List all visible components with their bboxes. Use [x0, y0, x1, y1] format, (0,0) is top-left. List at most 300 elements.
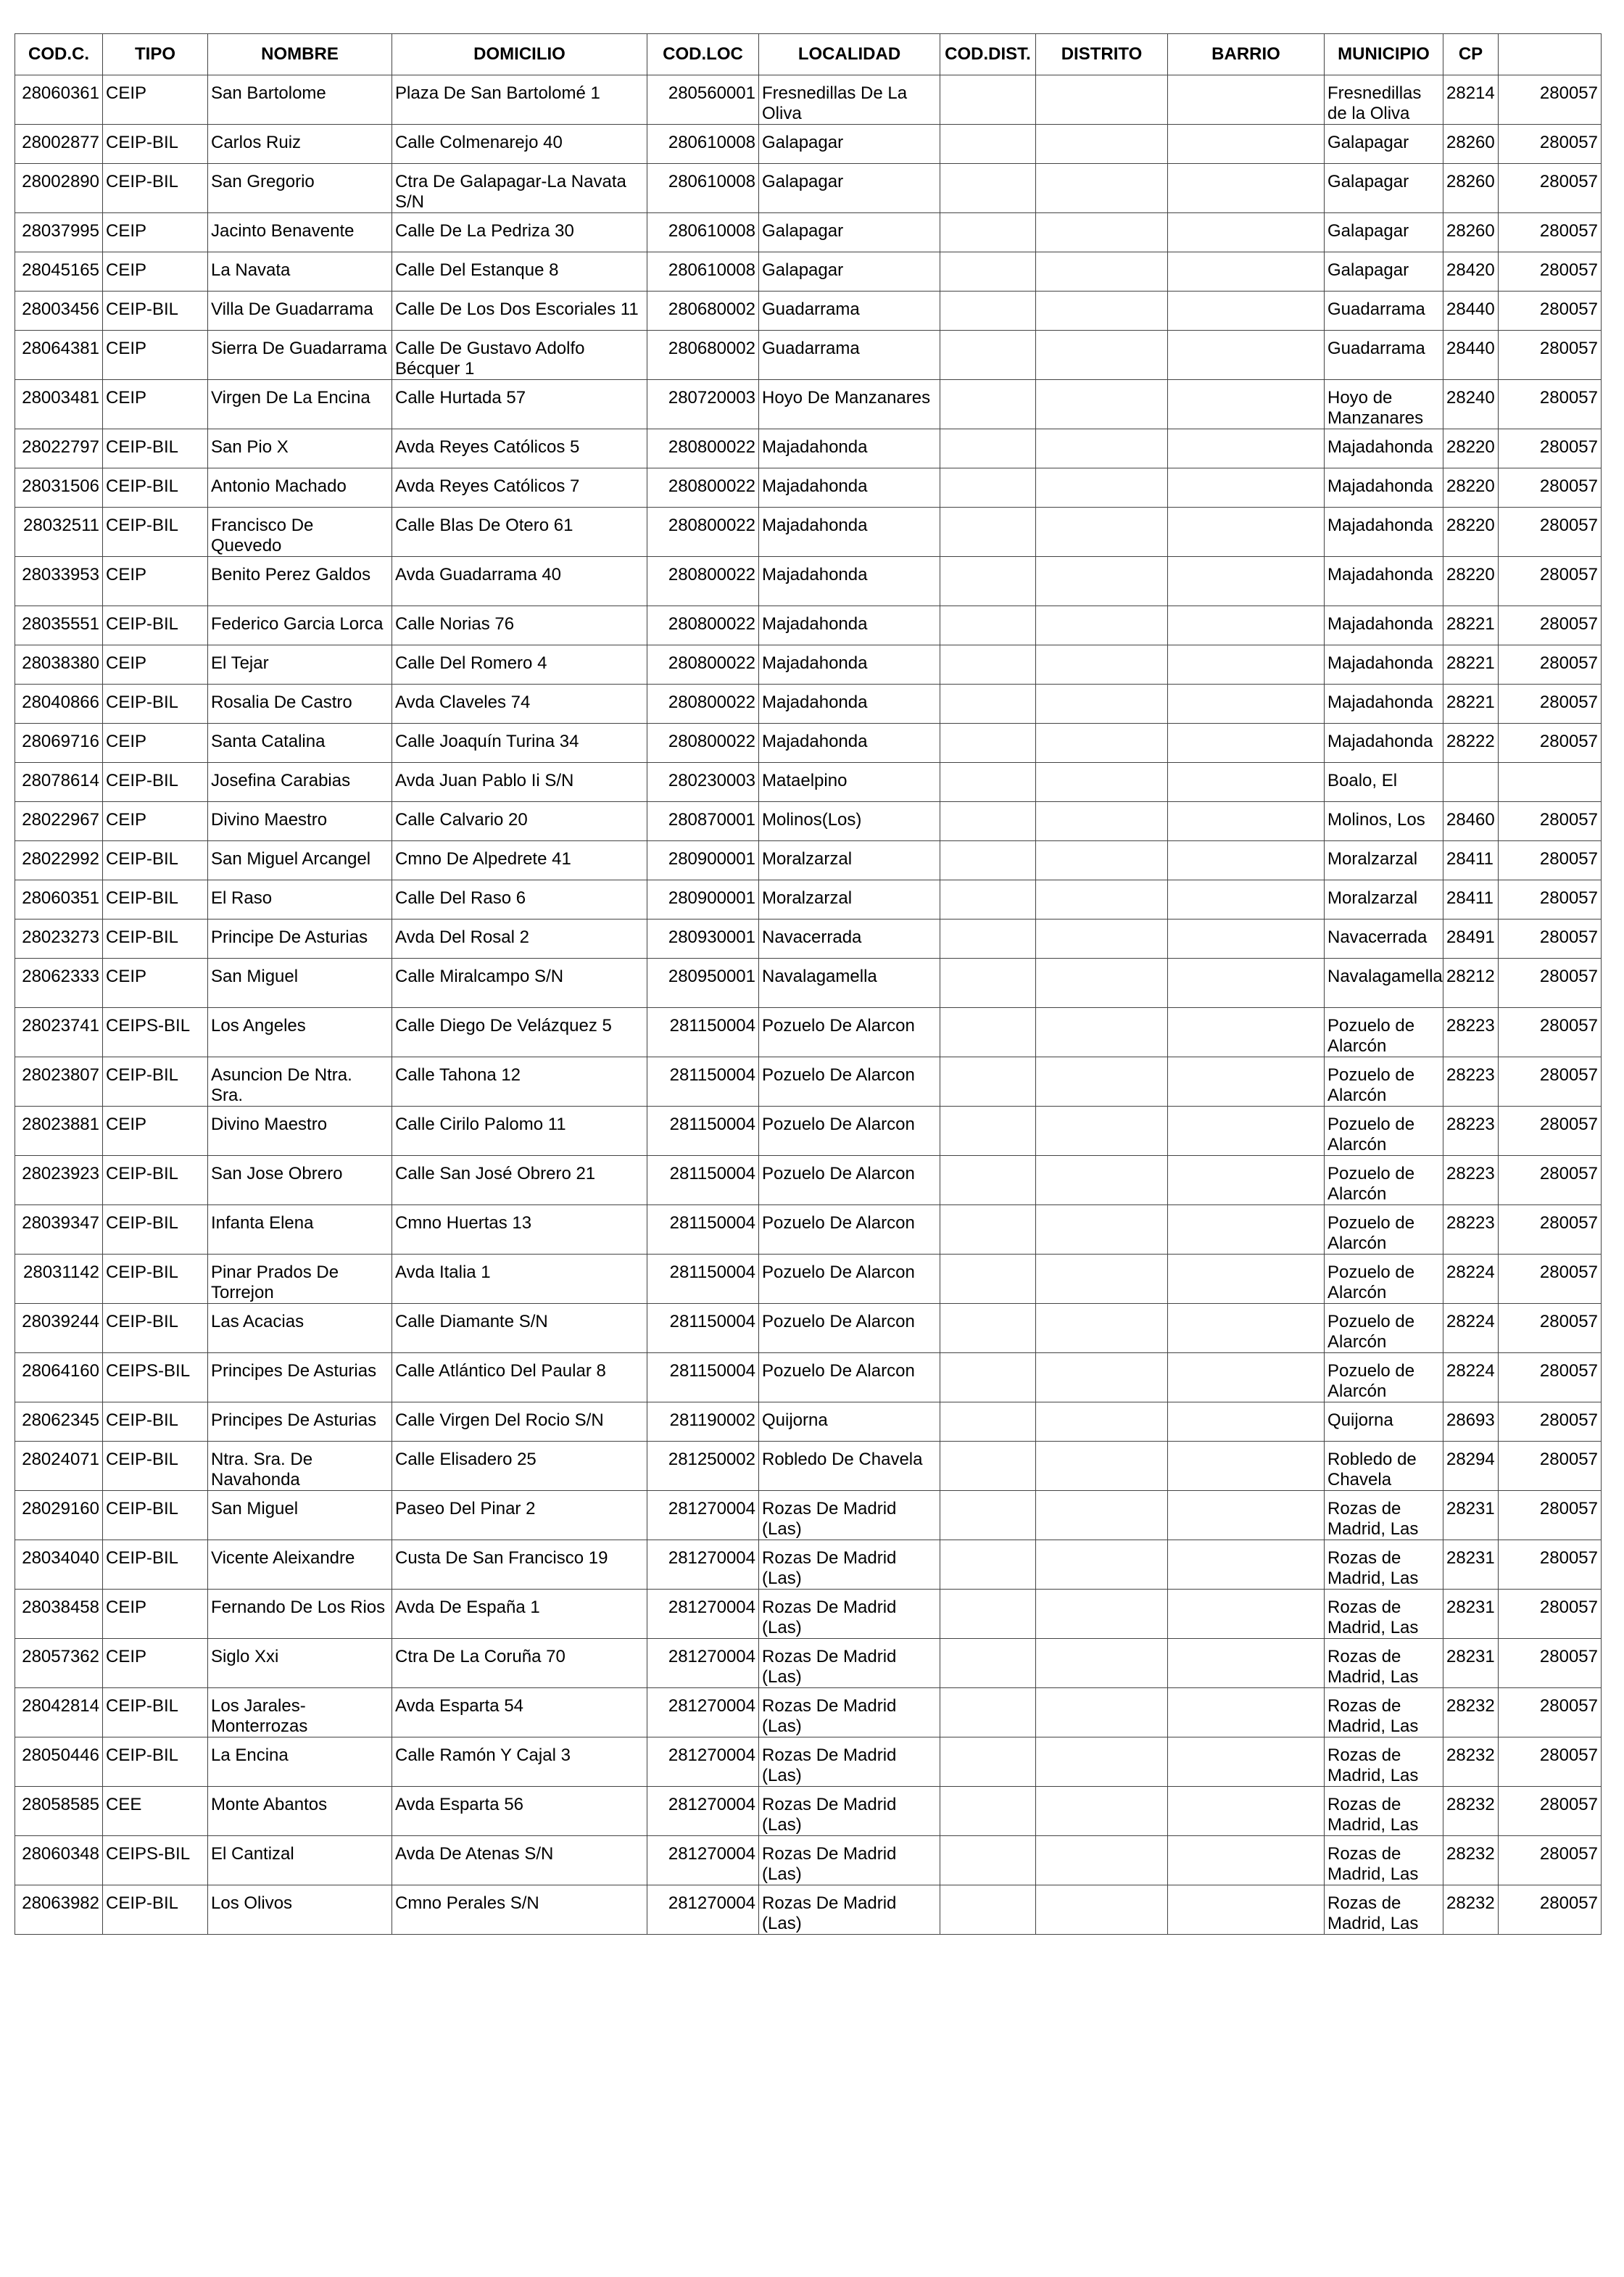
cell-cod-c: 28062345: [15, 1402, 103, 1442]
cell-tipo: CEIP-BIL: [103, 1885, 208, 1935]
cell-cod-c: 28064381: [15, 331, 103, 380]
cell-cp: 28440: [1443, 331, 1499, 380]
table-row: [15, 1255, 1602, 1304]
cell-distrito: [1036, 1304, 1168, 1353]
cell-distrito: [1036, 1402, 1168, 1442]
cell-domicilio: Calle Norias 76: [392, 606, 647, 645]
table-row: [15, 557, 1602, 606]
cell-localidad: Pozuelo De Alarcon: [759, 1008, 940, 1057]
cell-cod-dist: [940, 685, 1036, 724]
cell-cod-loc: 280930001: [647, 920, 759, 959]
cell-localidad: Rozas De Madrid (Las): [759, 1491, 940, 1540]
cell-barrio: [1168, 557, 1325, 606]
cell-cod-c: 28063982: [15, 1885, 103, 1935]
cell-barrio: [1168, 1008, 1325, 1057]
cell-cp: 28223: [1443, 1057, 1499, 1107]
cell-nombre: Siglo Xxi: [208, 1639, 392, 1688]
cell-cp: 28223: [1443, 1205, 1499, 1255]
cell-cp: 28221: [1443, 606, 1499, 645]
cell-code: 280057: [1499, 1787, 1602, 1836]
cell-domicilio: Calle Tahona 12: [392, 1057, 647, 1107]
cell-tipo: CEIP: [103, 724, 208, 763]
cell-cod-dist: [940, 1205, 1036, 1255]
cell-nombre: Los Jarales-Monterrozas: [208, 1688, 392, 1737]
cell-domicilio: Calle Blas De Otero 61: [392, 508, 647, 557]
table-row: [15, 1590, 1602, 1639]
cell-municipio: Rozas de Madrid, Las: [1325, 1836, 1443, 1885]
cell-code: 280057: [1499, 685, 1602, 724]
cell-distrito: [1036, 1885, 1168, 1935]
cell-distrito: [1036, 685, 1168, 724]
cell-localidad: Majadahonda: [759, 685, 940, 724]
cell-barrio: [1168, 1836, 1325, 1885]
cell-tipo: CEIP: [103, 645, 208, 685]
cell-cp: 28260: [1443, 125, 1499, 164]
cell-cod-dist: [940, 429, 1036, 468]
cell-domicilio: Cmno Huertas 13: [392, 1205, 647, 1255]
cell-code: 280057: [1499, 1737, 1602, 1787]
cell-code: 280057: [1499, 1688, 1602, 1737]
cell-cod-loc: 280950001: [647, 959, 759, 1008]
cell-domicilio: Cmno De Alpedrete 41: [392, 841, 647, 880]
cell-cod-c: 28060351: [15, 880, 103, 920]
cell-distrito: [1036, 1590, 1168, 1639]
cell-cod-loc: 281270004: [647, 1590, 759, 1639]
cell-tipo: CEIP-BIL: [103, 606, 208, 645]
cell-barrio: [1168, 1353, 1325, 1402]
cell-domicilio: Custa De San Francisco 19: [392, 1540, 647, 1590]
header-municipio: MUNICIPIO: [1325, 34, 1443, 75]
cell-localidad: Majadahonda: [759, 508, 940, 557]
cell-cod-dist: [940, 1442, 1036, 1491]
cell-municipio: Boalo, El: [1325, 763, 1443, 802]
cell-cod-dist: [940, 1590, 1036, 1639]
cell-cod-c: 28023741: [15, 1008, 103, 1057]
cell-cp: 28232: [1443, 1836, 1499, 1885]
cell-cod-dist: [940, 1402, 1036, 1442]
cell-cod-dist: [940, 724, 1036, 763]
cell-barrio: [1168, 1402, 1325, 1442]
cell-barrio: [1168, 959, 1325, 1008]
cell-distrito: [1036, 606, 1168, 645]
cell-nombre: San Miguel: [208, 959, 392, 1008]
cell-distrito: [1036, 1688, 1168, 1737]
cell-cod-c: 28045165: [15, 252, 103, 292]
cell-cod-c: 28034040: [15, 1540, 103, 1590]
cell-cp: 28220: [1443, 468, 1499, 508]
cell-cod-c: 28042814: [15, 1688, 103, 1737]
cell-cod-dist: [940, 468, 1036, 508]
table-header: [15, 34, 1602, 75]
cell-cod-loc: 281150004: [647, 1156, 759, 1205]
cell-nombre: Monte Abantos: [208, 1787, 392, 1836]
cell-cod-loc: 281150004: [647, 1353, 759, 1402]
cell-tipo: CEIP-BIL: [103, 763, 208, 802]
cell-cod-dist: [940, 1639, 1036, 1688]
cell-cp: 28260: [1443, 164, 1499, 213]
cell-cod-loc: 281270004: [647, 1836, 759, 1885]
cell-distrito: [1036, 724, 1168, 763]
cell-municipio: Galapagar: [1325, 252, 1443, 292]
cell-tipo: CEIP: [103, 213, 208, 252]
cell-code: 280057: [1499, 213, 1602, 252]
cell-cp: 28214: [1443, 75, 1499, 125]
cell-nombre: La Encina: [208, 1737, 392, 1787]
cell-localidad: Rozas De Madrid (Las): [759, 1590, 940, 1639]
cell-cod-dist: [940, 763, 1036, 802]
cell-cod-c: 28062333: [15, 959, 103, 1008]
cell-cp: 28240: [1443, 380, 1499, 429]
cell-nombre: Virgen De La Encina: [208, 380, 392, 429]
cell-domicilio: Calle Ramón Y Cajal 3: [392, 1737, 647, 1787]
cell-municipio: Rozas de Madrid, Las: [1325, 1737, 1443, 1787]
cell-domicilio: Calle San José Obrero 21: [392, 1156, 647, 1205]
cell-tipo: CEIP-BIL: [103, 508, 208, 557]
cell-cod-dist: [940, 1688, 1036, 1737]
cell-code: 280057: [1499, 1205, 1602, 1255]
cell-domicilio: Avda Esparta 56: [392, 1787, 647, 1836]
cell-cod-loc: 280680002: [647, 331, 759, 380]
cell-code: 280057: [1499, 164, 1602, 213]
cell-municipio: Majadahonda: [1325, 429, 1443, 468]
cell-municipio: Galapagar: [1325, 164, 1443, 213]
cell-nombre: Asuncion De Ntra. Sra.: [208, 1057, 392, 1107]
cell-tipo: CEIP-BIL: [103, 1442, 208, 1491]
cell-localidad: Majadahonda: [759, 557, 940, 606]
table-row: [15, 1402, 1602, 1442]
cell-domicilio: Calle Elisadero 25: [392, 1442, 647, 1491]
cell-cod-loc: 280610008: [647, 164, 759, 213]
cell-tipo: CEIP: [103, 959, 208, 1008]
cell-cod-c: 28033953: [15, 557, 103, 606]
cell-cod-dist: [940, 1836, 1036, 1885]
cell-cod-c: 28037995: [15, 213, 103, 252]
cell-barrio: [1168, 763, 1325, 802]
cell-cod-dist: [940, 125, 1036, 164]
cell-cod-dist: [940, 1885, 1036, 1935]
cell-municipio: Majadahonda: [1325, 606, 1443, 645]
cell-municipio: Navacerrada: [1325, 920, 1443, 959]
table-body: [15, 75, 1602, 1935]
cell-code: 280057: [1499, 802, 1602, 841]
cell-cp: 28232: [1443, 1737, 1499, 1787]
table-row: [15, 1688, 1602, 1737]
cell-cod-dist: [940, 164, 1036, 213]
cell-cp: 28420: [1443, 252, 1499, 292]
cell-nombre: Los Angeles: [208, 1008, 392, 1057]
cell-domicilio: Calle Calvario 20: [392, 802, 647, 841]
cell-cod-c: 28003481: [15, 380, 103, 429]
cell-tipo: CEIP: [103, 331, 208, 380]
cell-distrito: [1036, 1057, 1168, 1107]
cell-barrio: [1168, 213, 1325, 252]
table-row: [15, 468, 1602, 508]
cell-domicilio: Ctra De La Coruña 70: [392, 1639, 647, 1688]
table-row: [15, 252, 1602, 292]
table-row: [15, 164, 1602, 213]
cell-tipo: CEIP-BIL: [103, 880, 208, 920]
cell-tipo: CEIP-BIL: [103, 1255, 208, 1304]
header-domicilio: DOMICILIO: [392, 34, 647, 75]
cell-nombre: Antonio Machado: [208, 468, 392, 508]
cell-cod-dist: [940, 1304, 1036, 1353]
cell-cod-dist: [940, 880, 1036, 920]
cell-localidad: Galapagar: [759, 125, 940, 164]
cell-domicilio: Calle Del Estanque 8: [392, 252, 647, 292]
table-row: [15, 1008, 1602, 1057]
cell-barrio: [1168, 1057, 1325, 1107]
cell-distrito: [1036, 763, 1168, 802]
cell-nombre: Villa De Guadarrama: [208, 292, 392, 331]
cell-distrito: [1036, 508, 1168, 557]
cell-code: 280057: [1499, 1885, 1602, 1935]
cell-cod-dist: [940, 1156, 1036, 1205]
cell-municipio: Pozuelo de Alarcón: [1325, 1057, 1443, 1107]
cell-localidad: Moralzarzal: [759, 880, 940, 920]
cell-cod-c: 28039347: [15, 1205, 103, 1255]
cell-cp: 28223: [1443, 1156, 1499, 1205]
cell-cod-c: 28022797: [15, 429, 103, 468]
cell-cod-loc: 280610008: [647, 213, 759, 252]
cell-distrito: [1036, 959, 1168, 1008]
cell-municipio: Galapagar: [1325, 125, 1443, 164]
cell-tipo: CEIP-BIL: [103, 841, 208, 880]
cell-cod-loc: 281150004: [647, 1255, 759, 1304]
cell-cod-dist: [940, 606, 1036, 645]
cell-municipio: Pozuelo de Alarcón: [1325, 1255, 1443, 1304]
cell-cod-loc: 281150004: [647, 1008, 759, 1057]
cell-code: 280057: [1499, 468, 1602, 508]
cell-cod-c: 28031506: [15, 468, 103, 508]
cell-domicilio: Avda Juan Pablo Ii S/N: [392, 763, 647, 802]
table-row: [15, 802, 1602, 841]
cell-cod-loc: 280610008: [647, 125, 759, 164]
cell-cod-loc: 281150004: [647, 1205, 759, 1255]
cell-cp: 28232: [1443, 1787, 1499, 1836]
cell-localidad: Majadahonda: [759, 468, 940, 508]
cell-distrito: [1036, 1787, 1168, 1836]
cell-cod-loc: 280800022: [647, 685, 759, 724]
cell-municipio: Pozuelo de Alarcón: [1325, 1353, 1443, 1402]
cell-cod-c: 28023881: [15, 1107, 103, 1156]
cell-domicilio: Avda Italia 1: [392, 1255, 647, 1304]
cell-cod-c: 28031142: [15, 1255, 103, 1304]
cell-tipo: CEIPS-BIL: [103, 1008, 208, 1057]
cell-distrito: [1036, 802, 1168, 841]
cell-domicilio: Avda Esparta 54: [392, 1688, 647, 1737]
table-row: [15, 1836, 1602, 1885]
cell-cod-loc: 281190002: [647, 1402, 759, 1442]
table-row: [15, 213, 1602, 252]
cell-localidad: Pozuelo De Alarcon: [759, 1107, 940, 1156]
cell-localidad: Rozas De Madrid (Las): [759, 1836, 940, 1885]
cell-municipio: Galapagar: [1325, 213, 1443, 252]
cell-cp: 28693: [1443, 1402, 1499, 1442]
cell-municipio: Majadahonda: [1325, 645, 1443, 685]
cell-barrio: [1168, 292, 1325, 331]
cell-nombre: Vicente Aleixandre: [208, 1540, 392, 1590]
cell-tipo: CEIPS-BIL: [103, 1836, 208, 1885]
cell-code: 280057: [1499, 1491, 1602, 1540]
cell-localidad: Pozuelo De Alarcon: [759, 1057, 940, 1107]
cell-barrio: [1168, 380, 1325, 429]
cell-cp: 28260: [1443, 213, 1499, 252]
cell-barrio: [1168, 880, 1325, 920]
cell-tipo: CEIP: [103, 75, 208, 125]
cell-barrio: [1168, 1156, 1325, 1205]
cell-cp: 28221: [1443, 685, 1499, 724]
cell-cod-loc: 281270004: [647, 1787, 759, 1836]
cell-distrito: [1036, 252, 1168, 292]
cell-nombre: El Raso: [208, 880, 392, 920]
cell-code: 280057: [1499, 841, 1602, 880]
cell-municipio: Majadahonda: [1325, 724, 1443, 763]
cell-nombre: Carlos Ruiz: [208, 125, 392, 164]
cell-cp: 28411: [1443, 880, 1499, 920]
cell-localidad: Majadahonda: [759, 645, 940, 685]
header-distrito: DISTRITO: [1036, 34, 1168, 75]
cell-cod-loc: 280900001: [647, 880, 759, 920]
cell-code: 280057: [1499, 1255, 1602, 1304]
cell-distrito: [1036, 645, 1168, 685]
cell-cod-dist: [940, 959, 1036, 1008]
cell-code: 280057: [1499, 880, 1602, 920]
cell-cod-loc: 280680002: [647, 292, 759, 331]
cell-code: 280057: [1499, 724, 1602, 763]
cell-tipo: CEE: [103, 1787, 208, 1836]
cell-cod-c: 28002877: [15, 125, 103, 164]
cell-localidad: Galapagar: [759, 252, 940, 292]
cell-cod-c: 28024071: [15, 1442, 103, 1491]
cell-municipio: Moralzarzal: [1325, 841, 1443, 880]
cell-tipo: CEIP: [103, 802, 208, 841]
cell-localidad: Rozas De Madrid (Las): [759, 1639, 940, 1688]
cell-localidad: Pozuelo De Alarcon: [759, 1255, 940, 1304]
cell-tipo: CEIP-BIL: [103, 685, 208, 724]
cell-cp: 28460: [1443, 802, 1499, 841]
table-row: [15, 1057, 1602, 1107]
cell-cod-dist: [940, 1491, 1036, 1540]
cell-tipo: CEIP: [103, 1590, 208, 1639]
cell-cod-c: 28003456: [15, 292, 103, 331]
cell-nombre: Santa Catalina: [208, 724, 392, 763]
cell-cod-loc: 280800022: [647, 724, 759, 763]
cell-distrito: [1036, 380, 1168, 429]
cell-cod-c: 28064160: [15, 1353, 103, 1402]
table-row: [15, 1885, 1602, 1935]
cell-code: 280057: [1499, 557, 1602, 606]
cell-barrio: [1168, 1885, 1325, 1935]
cell-municipio: Rozas de Madrid, Las: [1325, 1639, 1443, 1688]
cell-municipio: Guadarrama: [1325, 331, 1443, 380]
cell-barrio: [1168, 1639, 1325, 1688]
cell-nombre: San Jose Obrero: [208, 1156, 392, 1205]
cell-nombre: Ntra. Sra. De Navahonda: [208, 1442, 392, 1491]
cell-localidad: Majadahonda: [759, 606, 940, 645]
cell-tipo: CEIP: [103, 557, 208, 606]
cell-distrito: [1036, 1540, 1168, 1590]
cell-cod-loc: 280800022: [647, 468, 759, 508]
cell-tipo: CEIP-BIL: [103, 1205, 208, 1255]
cell-cod-c: 28050446: [15, 1737, 103, 1787]
cell-localidad: Pozuelo De Alarcon: [759, 1156, 940, 1205]
cell-domicilio: Avda Guadarrama 40: [392, 557, 647, 606]
table-row: [15, 841, 1602, 880]
table-row: [15, 1442, 1602, 1491]
cell-cp: 28224: [1443, 1255, 1499, 1304]
header-cp: CP: [1443, 34, 1499, 75]
table-row: [15, 606, 1602, 645]
cell-code: 280057: [1499, 292, 1602, 331]
cell-cod-c: 28057362: [15, 1639, 103, 1688]
cell-cod-dist: [940, 645, 1036, 685]
cell-distrito: [1036, 164, 1168, 213]
table-row: [15, 1353, 1602, 1402]
cell-distrito: [1036, 1255, 1168, 1304]
cell-cod-loc: 280610008: [647, 252, 759, 292]
cell-tipo: CEIP-BIL: [103, 1304, 208, 1353]
cell-cp: 28231: [1443, 1590, 1499, 1639]
cell-cod-loc: 281270004: [647, 1639, 759, 1688]
table-row: [15, 1540, 1602, 1590]
cell-nombre: Divino Maestro: [208, 1107, 392, 1156]
cell-code: 280057: [1499, 75, 1602, 125]
cell-cod-c: 28040866: [15, 685, 103, 724]
cell-cod-dist: [940, 841, 1036, 880]
cell-municipio: Pozuelo de Alarcón: [1325, 1304, 1443, 1353]
cell-cp: 28231: [1443, 1540, 1499, 1590]
cell-barrio: [1168, 164, 1325, 213]
cell-code: 280057: [1499, 1639, 1602, 1688]
cell-municipio: Quijorna: [1325, 1402, 1443, 1442]
cell-nombre: Principes De Asturias: [208, 1353, 392, 1402]
cell-municipio: Pozuelo de Alarcón: [1325, 1008, 1443, 1057]
cell-cp: 28491: [1443, 920, 1499, 959]
cell-localidad: Hoyo De Manzanares: [759, 380, 940, 429]
cell-domicilio: Calle De La Pedriza 30: [392, 213, 647, 252]
cell-cod-c: 28023273: [15, 920, 103, 959]
cell-nombre: Josefina Carabias: [208, 763, 392, 802]
cell-cod-c: 28022992: [15, 841, 103, 880]
cell-nombre: Pinar Prados De Torrejon: [208, 1255, 392, 1304]
header-cod-c: COD.C.: [15, 34, 103, 75]
cell-domicilio: Calle Miralcampo S/N: [392, 959, 647, 1008]
cell-nombre: San Miguel Arcangel: [208, 841, 392, 880]
cell-nombre: La Navata: [208, 252, 392, 292]
cell-distrito: [1036, 1156, 1168, 1205]
cell-cod-loc: 280800022: [647, 429, 759, 468]
cell-cod-c: 28002890: [15, 164, 103, 213]
cell-localidad: Fresnedillas De La Oliva: [759, 75, 940, 125]
cell-tipo: CEIP-BIL: [103, 1057, 208, 1107]
cell-distrito: [1036, 213, 1168, 252]
cell-municipio: Majadahonda: [1325, 508, 1443, 557]
cell-barrio: [1168, 685, 1325, 724]
header-cod-dist: COD.DIST.: [940, 34, 1036, 75]
table-row: [15, 763, 1602, 802]
cell-municipio: Hoyo de Manzanares: [1325, 380, 1443, 429]
table-row: [15, 920, 1602, 959]
cell-cod-dist: [940, 252, 1036, 292]
cell-cod-c: 28023807: [15, 1057, 103, 1107]
table-row: [15, 645, 1602, 685]
cell-domicilio: Plaza De San Bartolomé 1: [392, 75, 647, 125]
cell-distrito: [1036, 1737, 1168, 1787]
cell-barrio: [1168, 1107, 1325, 1156]
cell-localidad: Navalagamella: [759, 959, 940, 1008]
cell-cod-loc: 280800022: [647, 508, 759, 557]
cell-nombre: Rosalia De Castro: [208, 685, 392, 724]
